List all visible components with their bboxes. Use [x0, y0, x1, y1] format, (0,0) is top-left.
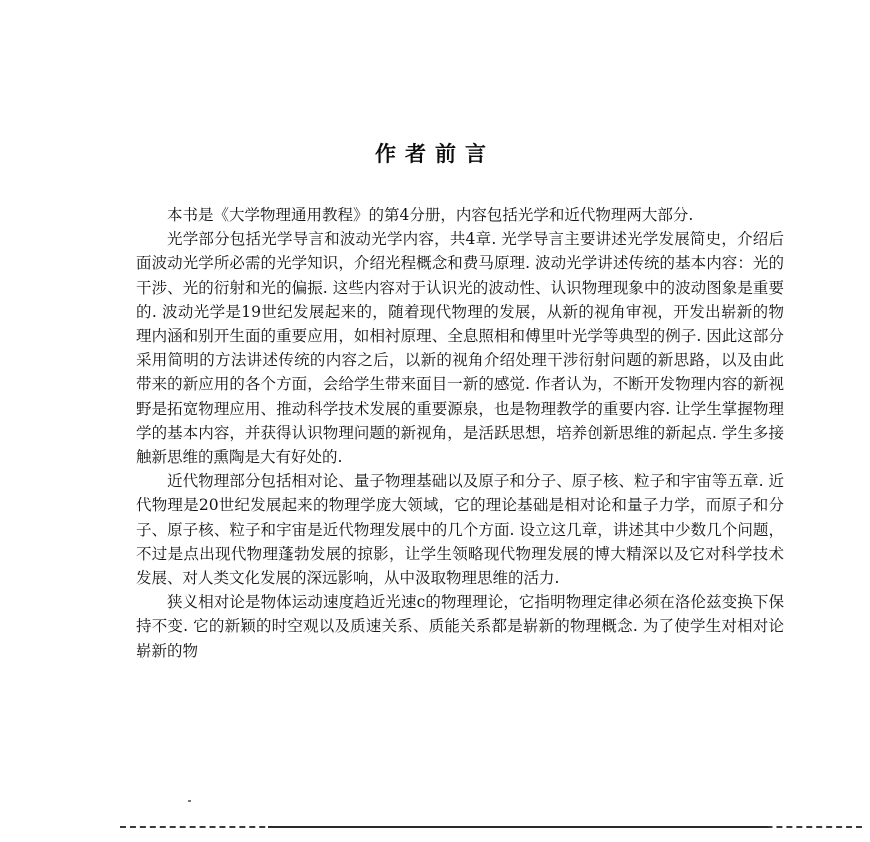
- paragraph-relativity: 狭义相对论是物体运动速度趋近光速c的物理理论，它指明物理定律必须在洛伦兹变换下保持不变. 它的新颖的时空观以及质速关系、质能关系都是崭新的物理概念. 为了使学生对相对论崭新的物: [136, 593, 784, 660]
- paragraph-intro: 本书是《大学物理通用教程》的第4分册，内容包括光学和近代物理两大部分.: [167, 206, 694, 224]
- bottom-edge-rule-solid: [268, 826, 768, 828]
- scan-speck: [188, 800, 191, 802]
- paragraph-modern-physics: 近代物理部分包括相对论、量子物理基础以及原子和分子、原子核、粒子和宇宙等五章. 近代物理是20世纪发展起来的物理学庞大领域，它的理论基础是相对论和量子力学，而原子和分子、原子核、粒子和宇宙是近代物理发展中的几个方面. 设立这几章，讲述其中少数几个问题，不过是点出现代物理蓬勃发展的掠影，让学生领略现代物理发展的博大精深以及它对科学技术发展、对人类文化发展的深远影响，从中汲取物理思维的活力.: [136, 472, 784, 588]
- paragraph-optics: 光学部分包括光学导言和波动光学内容，共4章. 光学导言主要讲述光学发展简史，介绍后面波动光学所必需的光学知识，介绍光程概念和费马原理. 波动光学讲述传统的基本内容：光的干涉、光的衍射和光的偏振. 这些内容对于认识光的波动性、认识物理现象中的波动图象是重要的. 波动光学是19世纪发展起来的，随着现代物理的发展，从新的视角审视，开发出崭新的物理内涵和别开生面的重要应用，如相衬原理、全息照相和傅里叶光学等典型的例子. 因此这部分采用简明的方法讲述传统的内容之后，以新的视角介绍处理干涉衍射问题的新思路，以及由此带来的新应用的各个方面，会给学生带来面目一新的感觉. 作者认为，不断开发物理内容的新视野是拓宽物理应用、推动科学技术发展的重要源泉，也是物理教学的重要内容. 让学生掌握物理学的基本内容，并获得认识物理问题的新视角，是活跃思想，培养创新思维的新起点. 学生多接触新思维的熏陶是大有好处的.: [136, 230, 784, 467]
- body-text: [136, 203, 784, 663]
- page-title: 作者前言: [375, 142, 495, 166]
